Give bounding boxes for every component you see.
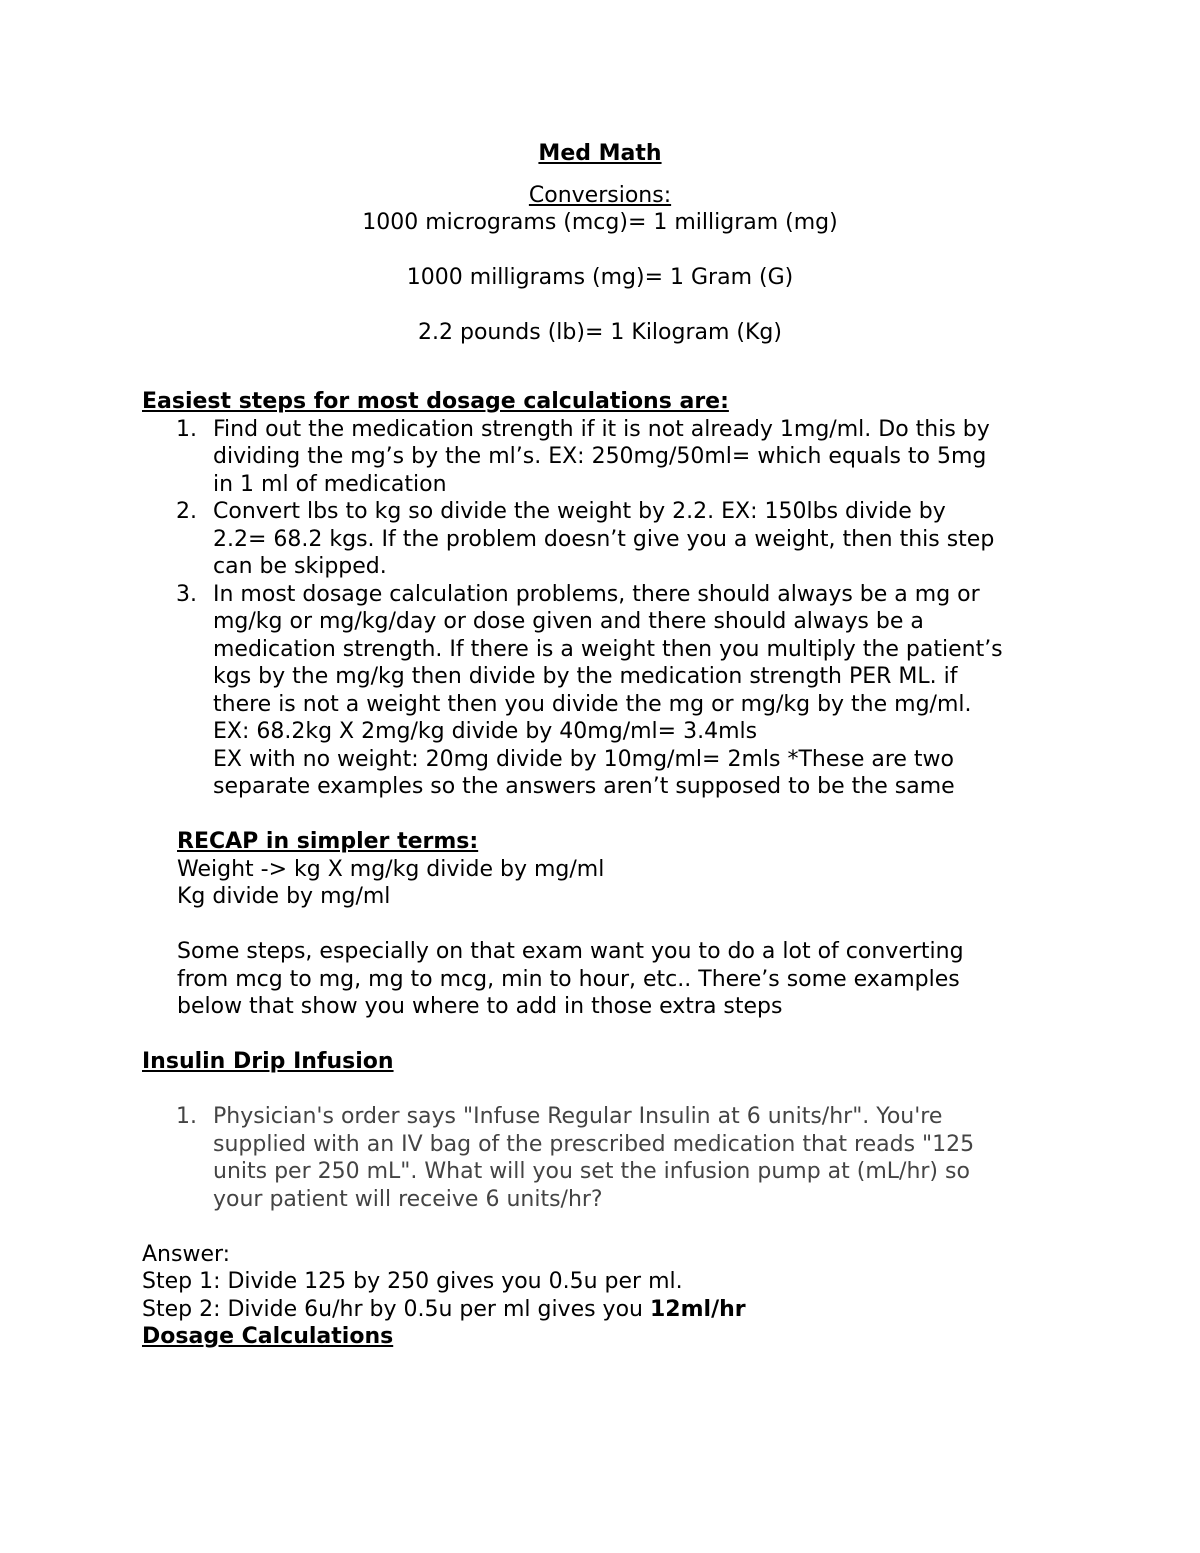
list-item-line: mg/kg or mg/kg/day or dose given and there should always be a — [213, 609, 924, 634]
recap-line: Weight -> kg X mg/kg divide by mg/ml — [177, 856, 605, 882]
list-item-line: Convert lbs to kg so divide the weight by 2.2. EX: 150lbs divide by — [213, 499, 946, 524]
steps-list — [142, 416, 1072, 801]
answer-label: Answer: — [142, 1241, 231, 1267]
list-item-line: 2.2= 68.2 kgs. If the problem doesn’t give you a weight, then this step — [213, 526, 995, 552]
list-item-line: EX: 68.2kg X 2mg/kg divide by 40mg/ml= 3.4mls — [213, 719, 758, 744]
list-item-number: 1. — [176, 1104, 197, 1129]
question-line: Physician's order says "Infuse Regular Insulin at 6 units/hr". You're — [213, 1104, 943, 1129]
dosage-heading: Dosage Calculations — [142, 1324, 394, 1349]
recap-heading: RECAP in simpler terms: — [177, 829, 479, 854]
insulin-heading: Insulin Drip Infusion — [142, 1049, 394, 1074]
list-item — [142, 416, 1072, 499]
page-title: Med Math — [538, 141, 662, 166]
conversions-heading: Conversions: — [528, 182, 672, 208]
answer-result: 12ml/hr — [649, 1296, 746, 1322]
list-item-line: dividing the mg’s by the ml’s. EX: 250mg/50ml= which equals to 5mg — [213, 444, 987, 469]
insulin-list — [142, 1103, 1072, 1213]
recap-note-line: from mcg to mg, mg to mcg, min to hour, etc.. There’s some examples — [177, 966, 960, 992]
steps-heading: Easiest steps for most dosage calculations are: — [142, 389, 729, 414]
document-content — [142, 140, 1072, 1351]
list-item-line: there is not a weight then you divide the mg or mg/kg by the mg/ml. — [213, 691, 972, 717]
recap-note-line: Some steps, especially on that exam want you to do a lot of converting — [177, 939, 964, 964]
list-item-line: EX with no weight: 20mg divide by 10mg/ml= 2mls *These are two — [213, 746, 954, 772]
list-item-line: separate examples so the answers aren’t supposed to be the same — [213, 774, 955, 799]
list-item-number: 3. — [176, 581, 197, 607]
answer-step-1: Step 1: Divide 125 by 250 gives you 0.5u per ml. — [142, 1269, 683, 1294]
answer-step-2-text: Step 2: Divide 6u/hr by 0.5u per ml gives you — [142, 1296, 650, 1322]
list-item — [142, 1103, 1072, 1213]
recap-line: Kg divide by mg/ml — [177, 884, 391, 909]
answer-step-2 — [142, 1296, 1072, 1324]
list-item — [142, 581, 1072, 801]
question-line: units per 250 mL". What will you set the infusion pump at (mL/hr) so — [213, 1159, 970, 1184]
question-line: your patient will receive 6 units/hr? — [213, 1186, 603, 1212]
list-item-line: in 1 ml of medication — [213, 471, 447, 497]
list-item-line: kgs by the mg/kg then divide by the medication strength PER ML. if — [213, 664, 958, 689]
recap-note-line: below that show you where to add in those extra steps — [177, 994, 783, 1019]
conversion-line: 2.2 pounds (lb)= 1 Kilogram (Kg) — [418, 320, 782, 345]
list-item-line: medication strength. If there is a weight then you multiply the patient’s — [213, 636, 1003, 662]
list-item-line: can be skipped. — [213, 554, 387, 579]
list-item-line: In most dosage calculation problems, there should always be a mg or — [213, 581, 980, 607]
conversion-line: 1000 micrograms (mcg)= 1 milligram (mg) — [362, 210, 838, 235]
list-item-line: Find out the medication strength if it is not already 1mg/ml. Do this by — [213, 416, 990, 442]
question-line: supplied with an IV bag of the prescribed medication that reads "125 — [213, 1131, 975, 1157]
list-item-number: 2. — [176, 499, 197, 524]
list-item — [142, 498, 1072, 581]
list-item-number: 1. — [176, 416, 197, 442]
conversion-line: 1000 milligrams (mg)= 1 Gram (G) — [406, 265, 794, 290]
